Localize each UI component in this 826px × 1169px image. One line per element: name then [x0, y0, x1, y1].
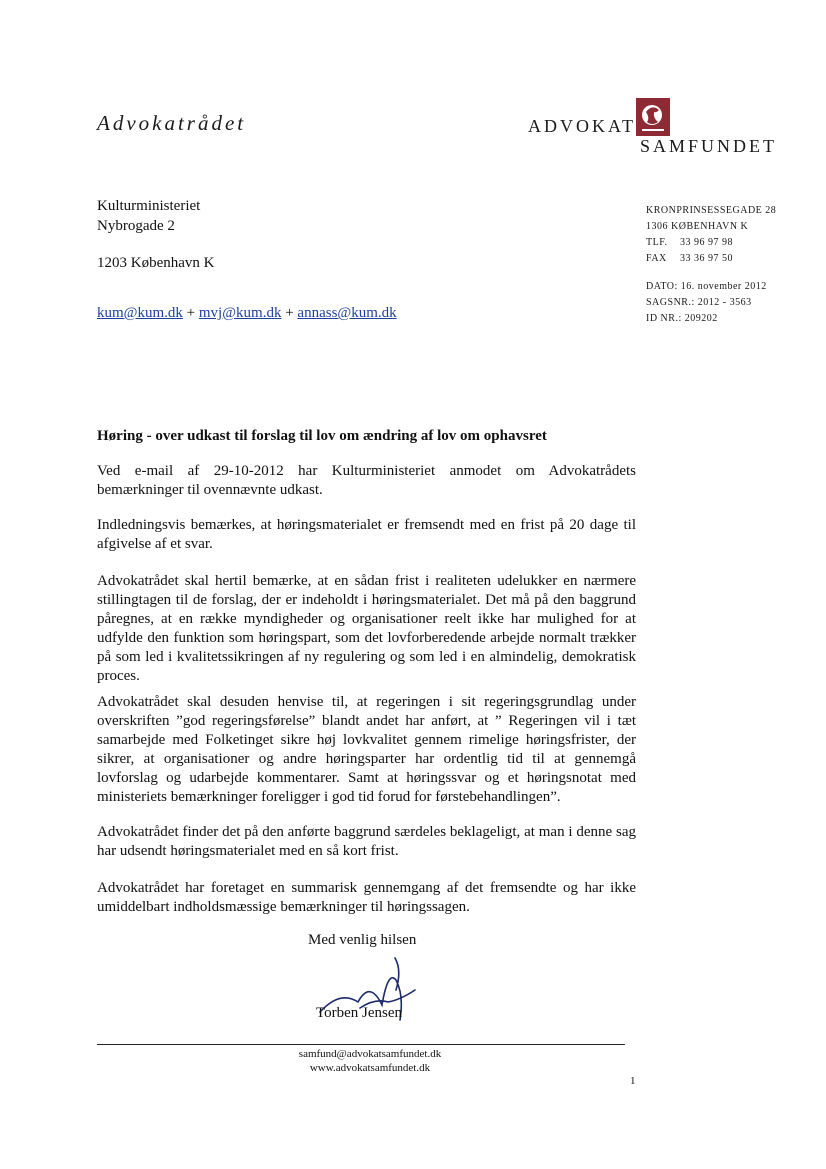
- logo-text-samfundet: SAMFUNDET: [640, 136, 778, 156]
- sender-case-number: SAGSNR.: 2012 - 3563: [646, 297, 752, 308]
- paragraph-1: Ved e-mail af 29-10-2012 har Kulturministeriet anmodet om Advokatrådets bemærkninger til ovennævnte udkast.: [97, 463, 636, 498]
- logo-emblem-icon: [636, 98, 670, 136]
- paragraph-2: Indledningsvis bemærkes, at høringsmaterialet er fremsendt med en frist på 20 dage til afgivelse af et svar.: [97, 517, 636, 552]
- recipient-name: Kulturministeriet: [97, 198, 201, 214]
- logo-text-advokat: ADVOKAT: [528, 116, 636, 136]
- letter-subject: Høring - over udkast til forslag til lov om ændring af lov om ophavsret: [97, 428, 547, 444]
- recipient-emails: [97, 305, 397, 322]
- signatory-name: Torben Jensen: [316, 1005, 403, 1021]
- footer-email: samfund@advokatsamfundet.dk: [298, 1048, 442, 1060]
- paragraph-5: Advokatrådet finder det på den anførte baggrund særdeles beklageligt, at man i denne sag har udsendt høringsmaterialet med en så kort frist.: [97, 824, 636, 859]
- paragraph-3: Advokatrådet skal hertil bemærke, at en sådan frist i realiteten udelukker en nærmere stillingtagen til de forslag, der er indeholdt i høringsmaterialet. Det må på den baggrund påregnes, at en række myndigheder og organisationer reelt ikke har mulighed for at udfylde den funktion som høringspart, som det lovforberedende arbejde normalt trækker på som led i kvalitetssikringen af ny regulering og som led i en almindelig, demokratisk proces.: [97, 573, 636, 684]
- fax-number: 33 36 97 50: [680, 253, 733, 264]
- email-link-annass[interactable]: annass@kum.dk: [297, 305, 397, 321]
- recipient-street: Nybrogade 2: [97, 218, 175, 234]
- paragraph-4: Advokatrådet skal desuden henvise til, at regeringen i sit regeringsgrundlag under overskriften ”god regeringsførelse” blandt andet har anført, at ” Regeringen vil i tæt samarbejde med Folketinget sikre høj lovkvalitet gennem rimelige høringsfrister, der sikrer, at organisationer og andre høringsparter har ordentlig tid til at gennemgå lovforslag og udarbejde kommentarer. Samt at høringssvar og et høringsnotat med ministeriets bemærkninger foreligger i god tid forud for førstebehandlingen”.: [97, 694, 636, 805]
- sender-city: 1306 KØBENHAVN K: [646, 221, 749, 232]
- sender-date: DATO: 16. november 2012: [646, 281, 767, 292]
- email-link-kum[interactable]: kum@kum.dk: [97, 305, 183, 321]
- page-number: 1: [630, 1075, 636, 1087]
- recipient-city: 1203 København K: [97, 255, 215, 271]
- email-separator: +: [285, 305, 294, 321]
- sender-id-number: ID NR.: 209202: [646, 313, 718, 324]
- phone-label: TLF.: [646, 237, 668, 248]
- sender-street: KRONPRINSESSEGADE 28: [646, 205, 777, 216]
- footer-divider: [97, 1044, 625, 1045]
- footer-website: www.advokatsamfundet.dk: [309, 1062, 431, 1074]
- closing-greeting: Med venlig hilsen: [308, 932, 417, 948]
- brand-advokatraadet: Advokatrådet: [97, 111, 247, 135]
- fax-label: FAX: [646, 253, 667, 264]
- phone-number: 33 96 97 98: [680, 237, 733, 248]
- sender-phone: [646, 235, 733, 251]
- sender-fax: [646, 251, 733, 267]
- email-link-mvj[interactable]: mvj@kum.dk: [198, 305, 282, 321]
- email-separator: +: [186, 305, 196, 321]
- paragraph-6: Advokatrådet har foretaget en summarisk gennemgang af det fremsendte og har ikke umiddelbart indholdsmæssige bemærkninger til høringssagen.: [97, 880, 636, 915]
